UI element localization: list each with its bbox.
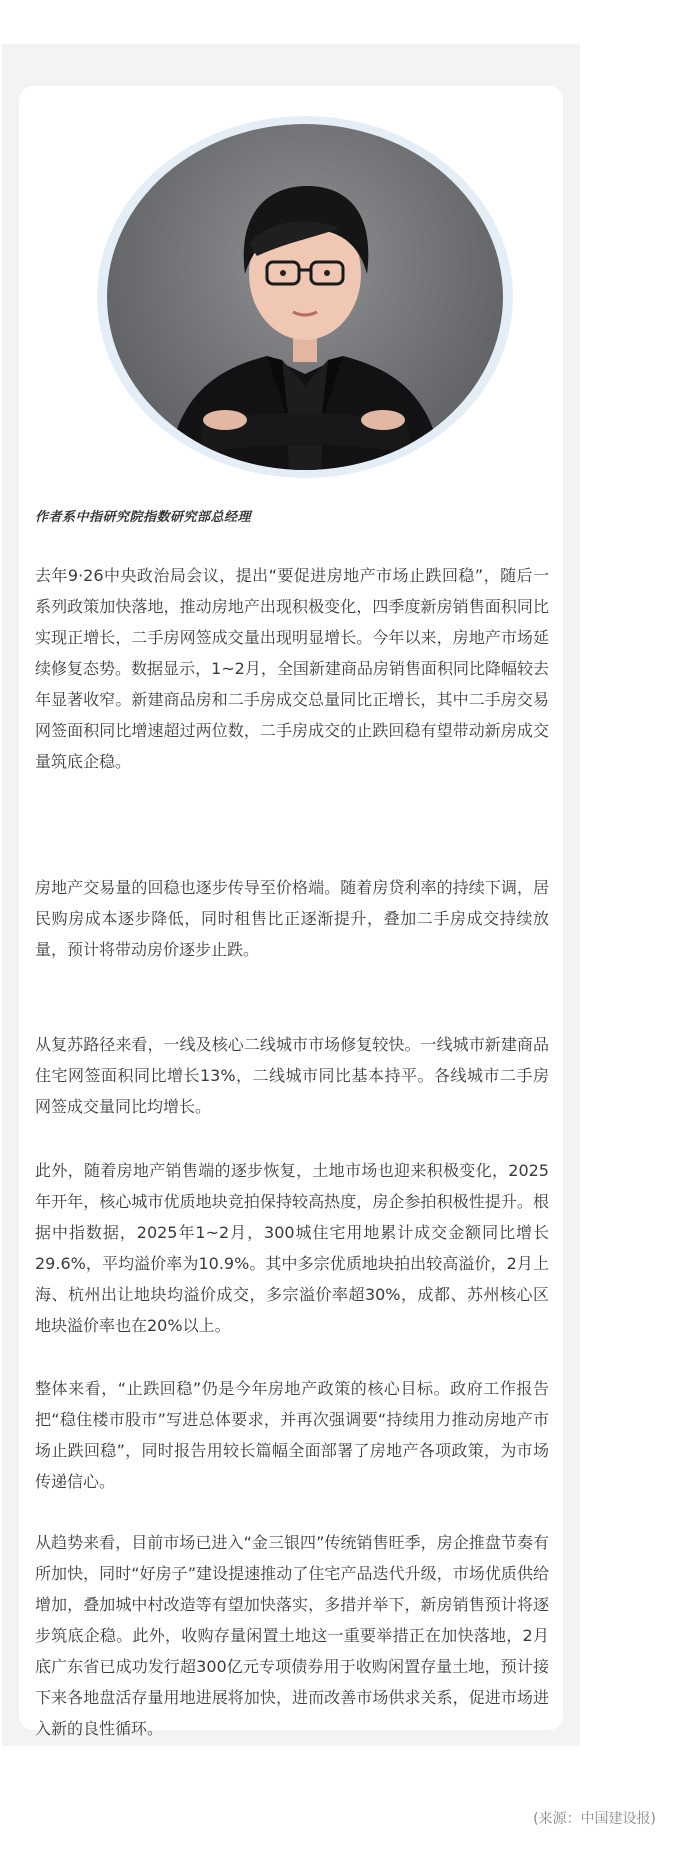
author-caption: 作者系中指研究院指数研究部总经理 [35,510,252,525]
article-paragraph-2: 房地产交易量的回稳也逐步传导至价格端。随着房贷利率的持续下调，居民购房成本逐步降低，同时租售比正逐渐提升，叠加二手房成交持续放量，预计将带动房价逐步止跌。 [35,878,549,959]
article-card [19,86,563,1738]
author-portrait [107,124,503,470]
author-portrait-image [107,124,503,470]
article-paragraph-5: 整体来看，“止跌回稳”仍是今年房地产政策的核心目标。政府工作报告把“稳住楼市股市”写进总体要求，并再次强调要“持续用力推动房地产市场止跌回稳”，同时报告用较长篇幅全面部署了房地产各项政策，为市场传递信心。 [35,1379,549,1491]
article-paragraph-1: 去年9·26中央政治局会议，提出“要促进房地产市场止跌回稳”，随后一系列政策加快落地，推动房地产出现积极变化，四季度新房销售面积同比实现正增长，二手房网签成交量出现明显增长。今年以来，房地产市场延续修复态势。数据显示，1~2月，全国新建商品房销售面积同比降幅较去年显著收窄。新建商品房和二手房成交总量同比正增长，其中二手房交易网签面积同比增速超过两位数，二手房成交的止跌回稳有望带动新房成交量筑底企稳。 [35,566,549,771]
article-paragraph-3: 从复苏路径来看，一线及核心二线城市市场修复较快。一线城市新建商品住宅网签面积同比增长13%，二线城市同比基本持平。各线城市二手房网签成交量同比均增长。 [35,1035,549,1116]
article-paragraph-4: 此外，随着房地产销售端的逐步恢复，土地市场也迎来积极变化，2025年开年，核心城市优质地块竞拍保持较高热度，房企参拍积极性提升。根据中指数据，2025年1~2月，300城住宅用地累计成交金额同比增长29.6%，平均溢价率为10.9%。其中多宗优质地块拍出较高溢价，2月上海、杭州出让地块均溢价成交，多宗溢价率超30%，成都、苏州核心区地块溢价率也在20%以上。 [35,1161,549,1335]
article-source: (来源：中国建设报) [533,1811,656,1827]
article-paragraph-6: 从趋势来看，目前市场已进入“金三银四”传统销售旺季，房企推盘节奏有所加快，同时“好房子”建设提速推动了住宅产品迭代升级，市场优质供给增加，叠加城中村改造等有望加快落实，多措并举下，新房销售预计将逐步筑底企稳。此外，收购存量闲置土地这一重要举措正在加快落地，2月底广东省已成功发行超300亿元专项债券用于收购闲置存量土地，预计接下来各地盘活存量用地进展将加快，进而改善市场供求关系，促进市场进入新的良性循环。 [35,1533,549,1738]
